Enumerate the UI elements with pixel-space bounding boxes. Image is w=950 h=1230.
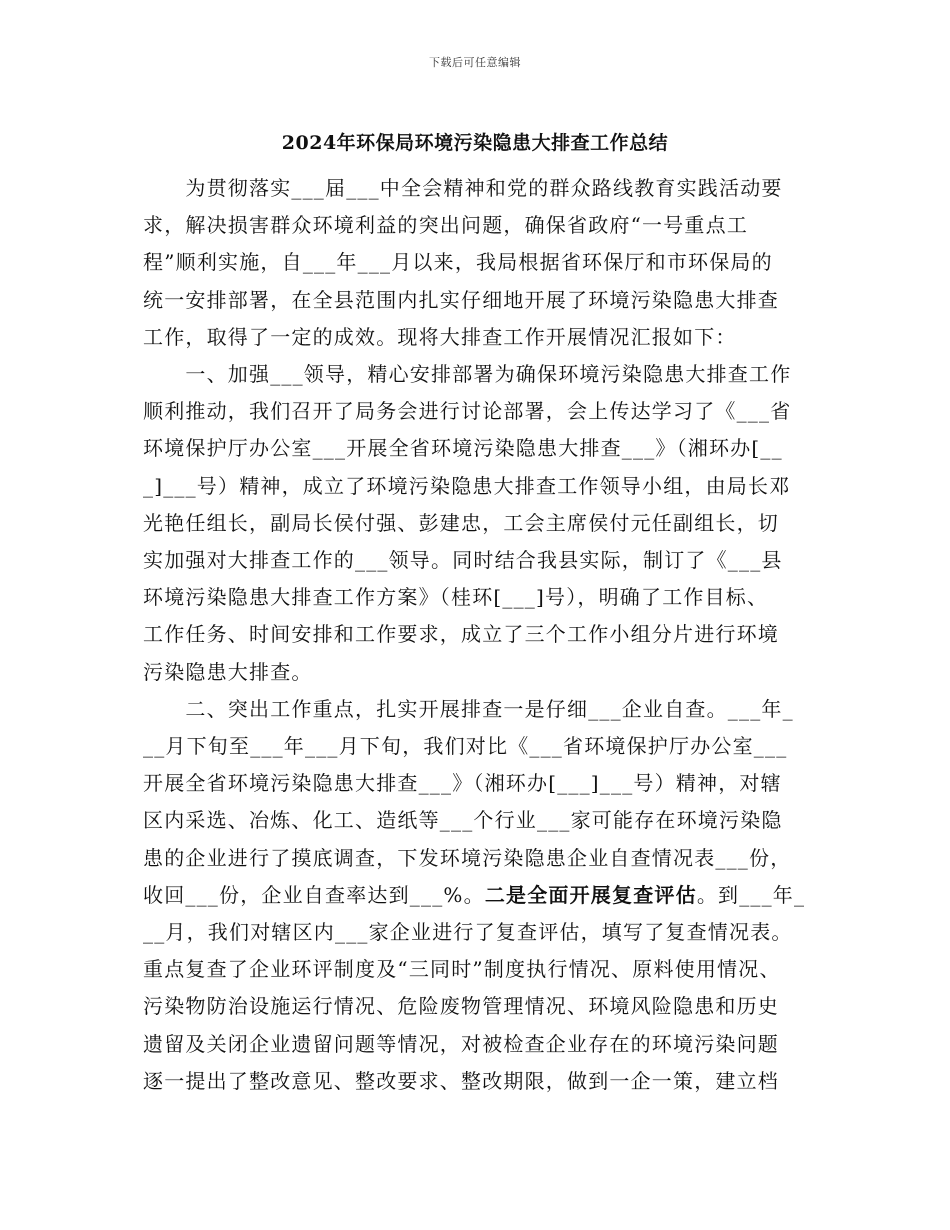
- text-line: 开展全省环境污染隐患大排查___》（湘环办[___]___号）精神，对辖: [143, 771, 782, 796]
- text-line: 顺利推动，我们召开了局务会进行讨论部署，会上传达学习了《___省: [143, 399, 792, 424]
- text-line: 光艳任组长，副局长侯付强、彭建忠，工会主席侯付元任副组长，切: [143, 510, 779, 535]
- document-body: [143, 170, 813, 1100]
- text-line: 一、加强___领导，精心安排部署为确保环境污染隐患大排查工作: [143, 362, 792, 387]
- text-line: 重点复查了企业环评制度及“三同时”制度执行情况、原料使用情况、: [143, 957, 781, 982]
- text-line: 环境保护厅办公室___开展全省环境污染隐患大排查___》（湘环办[__: [143, 436, 783, 461]
- text-line: [143, 883, 805, 907]
- text-line: 遗留及关闭企业遗留问题等情况，对被检查企业存在的环境污染问题: [143, 1031, 779, 1056]
- text-line: 患的企业进行了摸底调查，下发环境污染隐患企业自查情况表___份，: [143, 845, 792, 870]
- header-note: 下载后可任意编辑: [429, 56, 521, 69]
- text-line: 环境污染隐患大排查工作方案》（桂环[___]号），明确了工作目标、: [143, 585, 769, 610]
- document-title: 2024年环保局环境污染隐患大排查工作总结: [281, 132, 669, 154]
- text-line: 工作任务、时间安排和工作要求，成立了三个工作小组分片进行环境: [143, 622, 779, 647]
- text-line: _]___号）精神，成立了环境污染隐患大排查工作领导小组，由局长邓: [143, 473, 791, 498]
- text-line: 实加强对大排查工作的___领导。同时结合我县实际，制订了《___县: [143, 548, 783, 573]
- text-line: 污染物防治设施运行情况、危险废物管理情况、环境风险隐患和历史: [143, 994, 779, 1019]
- paragraph-intro: [143, 170, 813, 356]
- text-line: 统一安排部署，在全县范围内扎实仔细地开展了环境污染隐患大排查: [143, 287, 779, 312]
- text-line: 程”顺利实施，自___年___月以来，我局根据省环保厅和市环保局的: [143, 250, 773, 275]
- text-line: 逐一提出了整改意见、整改要求、整改期限，做到一企一策，建立档: [143, 1068, 779, 1093]
- text-line: __月，我们对辖区内___家企业进行了复查评估，填写了复查情况表。: [143, 920, 793, 945]
- bold-heading: 二是全面开展复查评估: [484, 882, 697, 907]
- text-line: 求，解决损害群众环境利益的突出问题，确保省政府“一号重点工: [143, 213, 749, 238]
- text-segment: 。到___年_: [696, 882, 806, 907]
- text-line: __月下旬至___年___月下旬，我们对比《___省环境保护厅办公室___: [143, 734, 788, 759]
- text-segment: 收回___份，企业自查率达到___%。: [143, 882, 485, 907]
- text-line: 为贯彻落实___届___中全会精神和党的群众路线教育实践活动要: [143, 176, 783, 200]
- text-line: 区内采选、冶炼、化工、造纸等___个行业___家可能存在环境污染隐: [143, 808, 783, 833]
- text-line: 二、突出工作重点，扎实开展排查一是仔细___企业自查。___年_: [143, 696, 794, 721]
- text-line: 工作，取得了一定的成效。现将大排查工作开展情况汇报如下：: [143, 324, 737, 349]
- paragraph-section-one: [143, 356, 813, 691]
- paragraph-section-two: [143, 691, 813, 1100]
- text-line: 污染隐患大排查。: [143, 659, 313, 684]
